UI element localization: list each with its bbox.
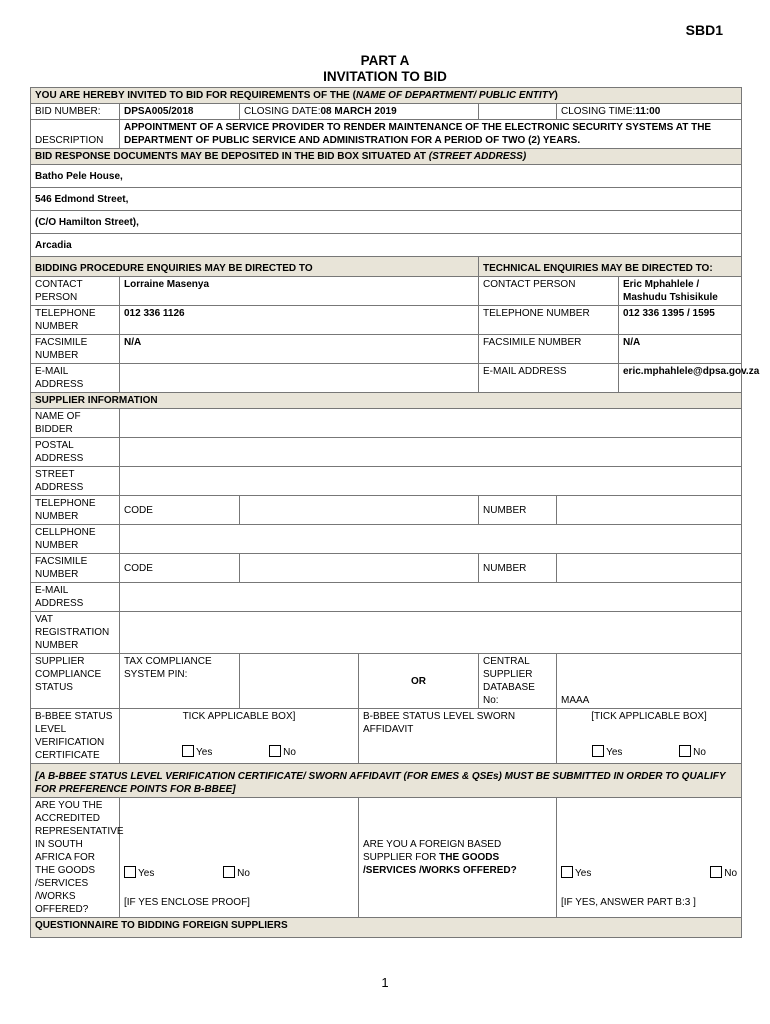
page-number: 1 <box>381 975 389 990</box>
number-label: NUMBER <box>479 496 557 525</box>
checkbox-icon[interactable] <box>182 745 194 757</box>
technical-fax: N/A <box>619 335 742 364</box>
street-row <box>31 467 742 496</box>
telephone-number-field[interactable] <box>557 496 742 525</box>
email-row <box>31 364 742 393</box>
bidding-email <box>120 364 479 393</box>
description-row <box>31 120 742 149</box>
affidavit-tick-cell <box>557 709 742 764</box>
contact-label: CONTACT PERSON <box>31 277 120 306</box>
checkbox-icon[interactable] <box>124 866 136 878</box>
contact-row <box>31 277 742 306</box>
telephone-label: TELEPHONE NUMBER <box>479 306 619 335</box>
address-line-4: Arcadia <box>31 234 742 257</box>
compliance-row <box>31 654 742 709</box>
supplier-fax-label: FACSIMILE NUMBER <box>31 554 120 583</box>
part-label: PART A <box>360 53 410 68</box>
foreign-options-cell <box>557 798 742 918</box>
spacer-cell <box>479 104 557 120</box>
supplier-fax-row <box>31 554 742 583</box>
tick-label: [TICK APPLICABLE BOX] <box>591 711 707 722</box>
description-value: APPOINTMENT OF A SERVICE PROVIDER TO RENDER MAINTENANCE OF THE ELECTRONIC SECURITY SYSTEMS AT THE DEPARTMENT OF PUBLIC SERVICE AND ADMINISTRATION FOR A PERIOD OF TWO (2) YEARS. <box>120 120 742 149</box>
tick-label: TICK APPLICABLE BOX] <box>182 711 296 722</box>
certificate-tick-cell <box>120 709 359 764</box>
checkbox-icon[interactable] <box>269 745 281 757</box>
bbbee-certificate-label: B-BBEE STATUS LEVEL VERIFICATION CERTIFICATE <box>31 709 120 764</box>
email-label: E-MAIL ADDRESS <box>479 364 619 393</box>
bidder-name-label: NAME OF BIDDER <box>31 409 120 438</box>
technical-enquiries-header: TECHNICAL ENQUIRIES MAY BE DIRECTED TO: <box>479 257 742 277</box>
bidding-enquiries-header: BIDDING PROCEDURE ENQUIRIES MAY BE DIRECTED TO <box>31 257 479 277</box>
supplier-email-field[interactable] <box>120 583 742 612</box>
deposit-header: BID RESPONSE DOCUMENTS MAY BE DEPOSITED IN THE BID BOX SITUATED AT (STREET ADDRESS) <box>31 149 742 165</box>
csd-label: CENTRAL SUPPLIER DATABASE No: <box>479 654 557 709</box>
cellphone-label: CELLPHONE NUMBER <box>31 525 120 554</box>
description-label: DESCRIPTION <box>31 120 120 149</box>
bidder-name-field[interactable] <box>120 409 742 438</box>
certificate-no-option[interactable]: No <box>269 747 296 758</box>
fax-row <box>31 335 742 364</box>
deposit-header-row <box>31 149 742 165</box>
address-line-1: Batho Pele House, <box>31 165 742 188</box>
questionnaire-row <box>31 918 742 938</box>
certificate-options <box>124 745 354 759</box>
cellphone-field[interactable] <box>120 525 742 554</box>
contact-label: CONTACT PERSON <box>479 277 619 306</box>
if-yes-proof: [IF YES ENCLOSE PROOF] <box>124 897 250 908</box>
foreign-yes-option[interactable]: Yes <box>561 866 591 880</box>
checkbox-icon[interactable] <box>679 745 691 757</box>
bbbee-row <box>31 709 742 764</box>
code-label: CODE <box>120 554 240 583</box>
fax-number-field[interactable] <box>557 554 742 583</box>
bidder-name-row <box>31 409 742 438</box>
csd-field[interactable] <box>557 654 742 709</box>
address-row <box>31 234 742 257</box>
checkbox-icon[interactable] <box>561 866 573 878</box>
street-field[interactable] <box>120 467 742 496</box>
certificate-yes-option[interactable]: Yes <box>182 747 212 758</box>
bid-number-row <box>31 104 742 120</box>
email-label: E-MAIL ADDRESS <box>31 364 120 393</box>
cellphone-row <box>31 525 742 554</box>
bid-number-label: BID NUMBER: <box>31 104 120 120</box>
affidavit-no-option[interactable]: No <box>679 747 706 758</box>
telephone-label: TELEPHONE NUMBER <box>31 306 120 335</box>
supplier-header-row <box>31 393 742 409</box>
accredited-label: ARE YOU THE ACCREDITED REPRESENTATIVE IN SOUTH AFRICA FOR THE GOODS /SERVICES /WORKS OFFERED? <box>31 798 120 918</box>
code-label: CODE <box>120 496 240 525</box>
bbbee-notice: [A B-BBEE STATUS LEVEL VERIFICATION CERTIFICATE/ SWORN AFFIDAVIT (FOR EMES & QSEs) MUST BE SUBMITTED IN ORDER TO QUALIFY FOR PREFERENCE POINTS FOR B-BBEE] <box>31 764 742 798</box>
form-code: SBD1 <box>685 22 723 38</box>
supplier-telephone-label: TELEPHONE NUMBER <box>31 496 120 525</box>
tax-pin-label: TAX COMPLIANCE SYSTEM PIN: <box>120 654 240 709</box>
questionnaire-header: QUESTIONNAIRE TO BIDDING FOREIGN SUPPLIERS <box>31 918 742 938</box>
supplier-email-label: E-MAIL ADDRESS <box>31 583 120 612</box>
telephone-row <box>31 306 742 335</box>
foreign-options <box>561 866 737 880</box>
page-title <box>0 53 770 85</box>
compliance-label: SUPPLIER COMPLIANCE STATUS <box>31 654 120 709</box>
invite-header: YOU ARE HEREBY INVITED TO BID FOR REQUIREMENTS OF THE (NAME OF DEPARTMENT/ PUBLIC ENTITY) <box>31 88 742 104</box>
enquiries-header-row <box>31 257 742 277</box>
accredited-options-cell <box>120 798 359 918</box>
accredited-options <box>124 866 354 880</box>
bbbee-affidavit-label: B-BBEE STATUS LEVEL SWORN AFFIDAVIT <box>359 709 557 764</box>
postal-field[interactable] <box>120 438 742 467</box>
maaa-prefix: MAAA <box>561 695 590 706</box>
supplier-telephone-row <box>31 496 742 525</box>
address-row <box>31 165 742 188</box>
fax-code-field[interactable] <box>240 554 479 583</box>
bidding-contact: Lorraine Masenya <box>120 277 479 306</box>
closing-date: CLOSING DATE:08 MARCH 2019 <box>240 104 479 120</box>
affidavit-options <box>561 745 737 759</box>
accredited-no-option[interactable]: No <box>223 868 250 879</box>
bidding-fax: N/A <box>120 335 479 364</box>
invite-row <box>31 88 742 104</box>
technical-email: eric.mphahlele@dpsa.gov.za <box>619 364 742 393</box>
supplier-email-row <box>31 583 742 612</box>
bidding-telephone: 012 336 1126 <box>120 306 479 335</box>
postal-label: POSTAL ADDRESS <box>31 438 120 467</box>
technical-contact: Eric Mphahlele / Mashudu Tshisikule <box>619 277 742 306</box>
supplier-header: SUPPLIER INFORMATION <box>31 393 742 409</box>
checkbox-icon[interactable] <box>592 745 604 757</box>
vat-row <box>31 612 742 654</box>
address-line-3: (C/O Hamilton Street), <box>31 211 742 234</box>
technical-telephone: 012 336 1395 / 1595 <box>619 306 742 335</box>
address-row <box>31 188 742 211</box>
affidavit-yes-option[interactable]: Yes <box>592 747 622 758</box>
postal-row <box>31 438 742 467</box>
or-label: OR <box>359 654 479 709</box>
title-label: INVITATION TO BID <box>323 69 447 84</box>
closing-time: CLOSING TIME:11:00 <box>557 104 742 120</box>
address-row <box>31 211 742 234</box>
telephone-code-field[interactable] <box>240 496 479 525</box>
accredited-yes-option[interactable]: Yes <box>124 868 154 879</box>
vat-field[interactable] <box>120 612 742 654</box>
bid-form-table <box>30 87 760 938</box>
fax-label: FACSIMILE NUMBER <box>31 335 120 364</box>
tax-pin-field[interactable] <box>240 654 359 709</box>
bid-number-value: DPSA005/2018 <box>120 104 240 120</box>
address-line-2: 546 Edmond Street, <box>31 188 742 211</box>
vat-label: VAT REGISTRATION NUMBER <box>31 612 120 654</box>
if-yes-answer: [IF YES, ANSWER PART B:3 ] <box>561 897 696 908</box>
number-label: NUMBER <box>479 554 557 583</box>
foreign-supplier-label: ARE YOU A FOREIGN BASED SUPPLIER FOR THE GOODS /SERVICES /WORKS OFFERED? <box>359 798 557 918</box>
checkbox-icon[interactable] <box>223 866 235 878</box>
foreign-row <box>31 798 742 918</box>
checkbox-icon[interactable] <box>710 866 722 878</box>
street-label: STREET ADDRESS <box>31 467 120 496</box>
foreign-no-option[interactable]: No <box>710 866 737 880</box>
bbbee-notice-row <box>31 764 742 798</box>
fax-label: FACSIMILE NUMBER <box>479 335 619 364</box>
